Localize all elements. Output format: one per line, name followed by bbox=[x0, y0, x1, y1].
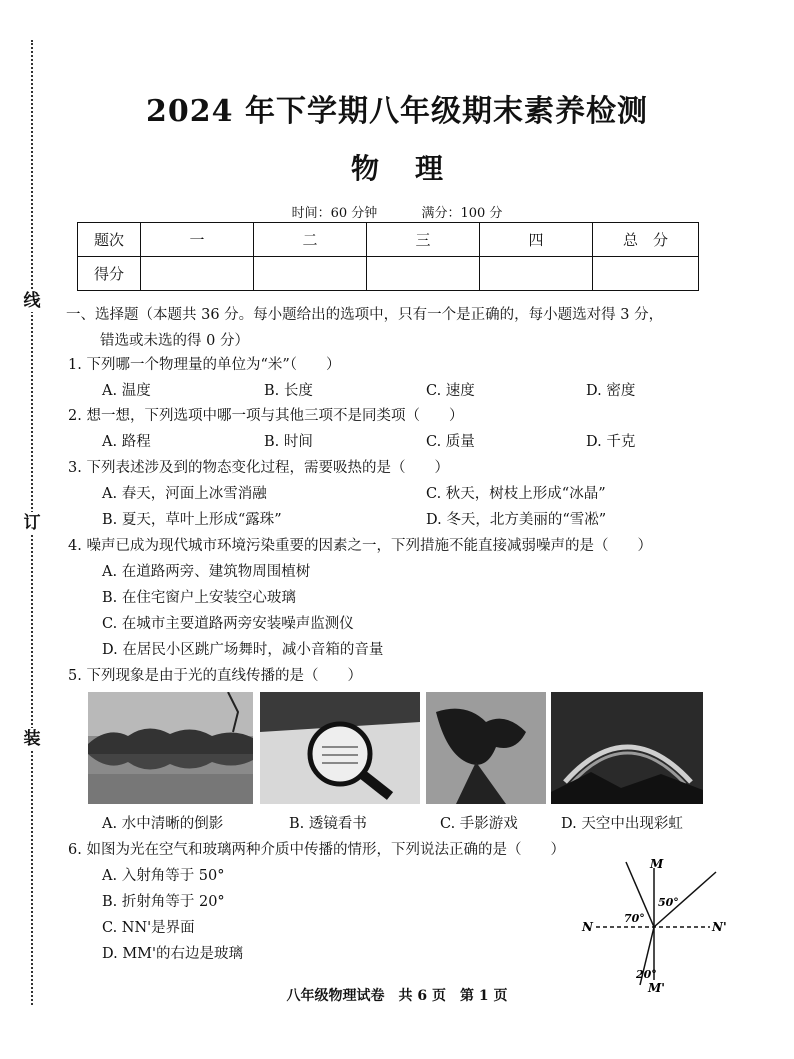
question-2-stem: 2. 想一想，下列选项中哪一项与其他三项不是同类项（ ） bbox=[68, 408, 464, 424]
question-4-option-d[interactable]: D. 在居民小区跳广场舞时，减小音箱的音量 bbox=[102, 642, 384, 658]
score-table-score-row bbox=[78, 257, 699, 291]
question-4-option-c[interactable]: C. 在城市主要道路两旁安装噪声监测仪 bbox=[102, 616, 354, 632]
question-3-option-d[interactable]: D. 冬天，北方美丽的“雪凇” bbox=[426, 512, 607, 528]
margin-label-bind: 装 bbox=[20, 728, 44, 750]
score-row-label: 得分 bbox=[78, 257, 141, 291]
label-m: M bbox=[650, 857, 664, 871]
photo-rainbow bbox=[551, 692, 703, 804]
section-1-line-2: 错选或未选的得 0 分） bbox=[100, 333, 249, 349]
question-3-option-a[interactable]: A. 春天，河面上冰雪消融 bbox=[102, 486, 267, 502]
question-1-option-a[interactable]: A. 温度 bbox=[102, 383, 151, 399]
margin-label-order: 订 bbox=[20, 512, 44, 534]
question-3-option-c[interactable]: C. 秋天，树枝上形成“冰晶” bbox=[426, 486, 606, 502]
score-header-cell: 总 分 bbox=[593, 223, 699, 257]
label-n-prime: N' bbox=[712, 920, 727, 934]
label-m-prime: M' bbox=[648, 981, 665, 995]
photo-magnifier-reading bbox=[260, 692, 420, 804]
question-5-option-c[interactable]: C. 手影游戏 bbox=[440, 816, 518, 832]
score-cell[interactable] bbox=[141, 257, 254, 291]
section-1-instructions bbox=[66, 302, 726, 354]
question-5-option-b[interactable]: B. 透镜看书 bbox=[289, 816, 367, 832]
exam-full-score: 满分：100 分 bbox=[421, 206, 503, 221]
exam-time: 时间：60 分钟 bbox=[291, 206, 378, 221]
question-6-option-c[interactable]: C. NN'是界面 bbox=[102, 920, 195, 936]
question-1-stem: 1. 下列哪一个物理量的单位为“米”（ ） bbox=[68, 357, 341, 373]
question-6-stem: 6. 如图为光在空气和玻璃两种介质中传播的情形，下列说法正确的是（ ） bbox=[68, 842, 565, 858]
refraction-diagram bbox=[578, 850, 748, 995]
section-1-line-1: 一、选择题（本题共 36 分。每小题给出的选项中，只有一个是正确的，每小题选对得 3 分， bbox=[66, 307, 664, 323]
score-cell[interactable] bbox=[254, 257, 367, 291]
question-6-option-b[interactable]: B. 折射角等于 20° bbox=[102, 894, 225, 910]
label-angle-50: 50° bbox=[658, 896, 679, 909]
score-header-cell: 题次 bbox=[78, 223, 141, 257]
question-4-option-a[interactable]: A. 在道路两旁、建筑物周围植树 bbox=[102, 564, 311, 580]
score-cell[interactable] bbox=[367, 257, 480, 291]
question-5-option-a[interactable]: A. 水中清晰的倒影 bbox=[102, 816, 224, 832]
question-1-option-d[interactable]: D. 密度 bbox=[586, 383, 636, 399]
question-2-option-a[interactable]: A. 路程 bbox=[102, 434, 151, 450]
question-1-option-c[interactable]: C. 速度 bbox=[426, 383, 475, 399]
question-5-stem: 5. 下列现象是由于光的直线传播的是（ ） bbox=[68, 668, 362, 684]
score-header-cell: 二 bbox=[254, 223, 367, 257]
score-cell[interactable] bbox=[480, 257, 593, 291]
question-2-option-c[interactable]: C. 质量 bbox=[426, 434, 475, 450]
question-4-option-b[interactable]: B. 在住宅窗户上安装空心玻璃 bbox=[102, 590, 296, 606]
photo-hand-shadow bbox=[426, 692, 546, 804]
margin-label-line: 线 bbox=[20, 290, 44, 312]
exam-info bbox=[0, 202, 794, 221]
question-2-option-b[interactable]: B. 时间 bbox=[264, 434, 313, 450]
score-header-cell: 四 bbox=[480, 223, 593, 257]
question-5-option-d[interactable]: D. 天空中出现彩虹 bbox=[561, 816, 683, 832]
exam-subject: 物理 bbox=[350, 152, 479, 185]
question-4-stem: 4. 噪声已成为现代城市环境污染重要的因素之一，下列措施不能直接减弱噪声的是（ ） bbox=[68, 538, 652, 554]
question-3-stem: 3. 下列表述涉及到的物态变化过程，需要吸热的是（ ） bbox=[68, 460, 449, 476]
photo-water-reflection bbox=[88, 692, 253, 804]
label-n: N bbox=[582, 920, 593, 934]
score-cell[interactable] bbox=[593, 257, 699, 291]
question-2-option-d[interactable]: D. 千克 bbox=[586, 434, 636, 450]
score-table bbox=[77, 222, 699, 291]
exam-title: 2024 年下学期八年级期末素养检测 bbox=[146, 94, 648, 129]
label-angle-20: 20° bbox=[636, 968, 657, 981]
question-3-option-b[interactable]: B. 夏天，草叶上形成“露珠” bbox=[102, 512, 282, 528]
score-table-header-row bbox=[78, 223, 699, 257]
question-1-option-b[interactable]: B. 长度 bbox=[264, 383, 313, 399]
question-6-option-d[interactable]: D. MM'的右边是玻璃 bbox=[102, 946, 244, 962]
label-angle-70: 70° bbox=[624, 912, 645, 925]
question-6-option-a[interactable]: A. 入射角等于 50° bbox=[102, 868, 225, 884]
score-header-cell: 三 bbox=[367, 223, 480, 257]
page-footer: 八年级物理试卷 共 6 页 第 1 页 bbox=[286, 988, 508, 1004]
score-header-cell: 一 bbox=[141, 223, 254, 257]
